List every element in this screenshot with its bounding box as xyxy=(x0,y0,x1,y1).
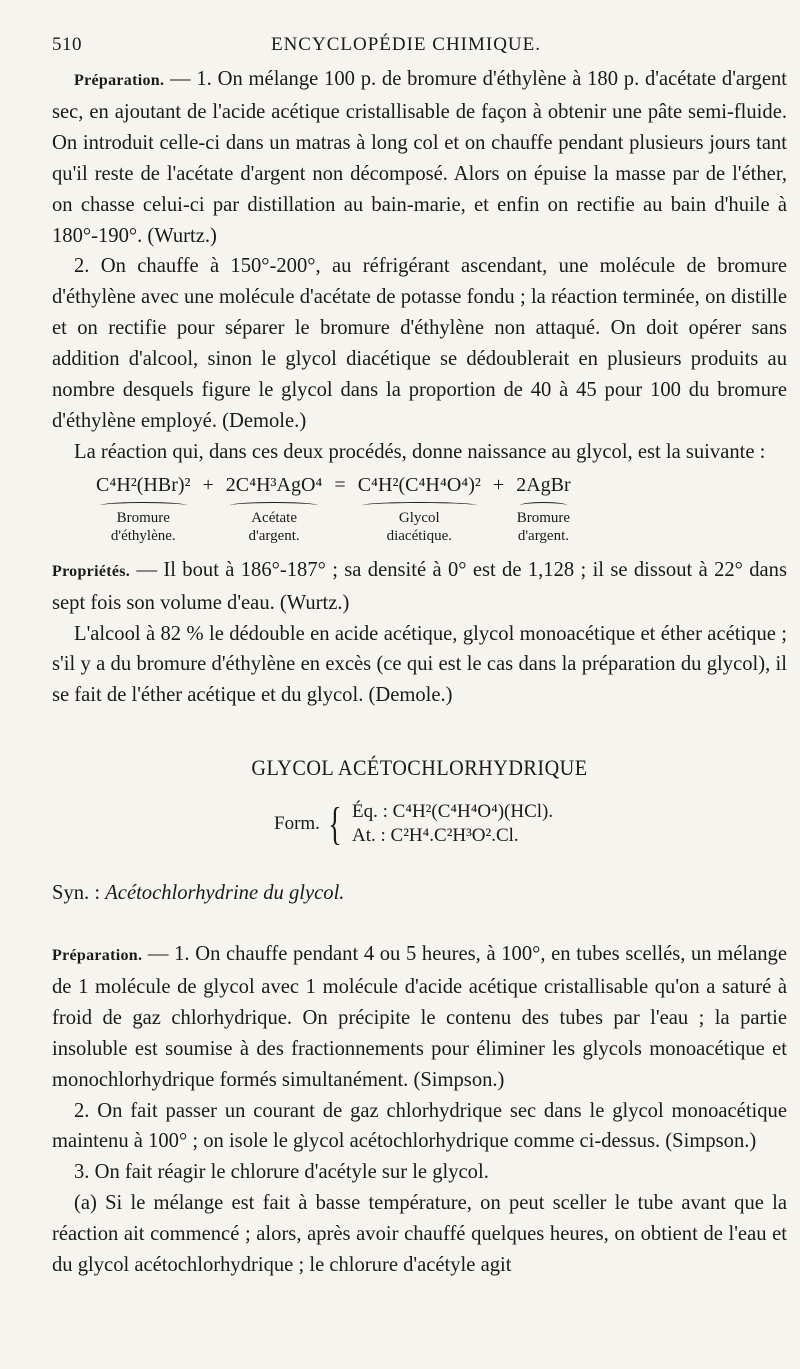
section-lead: Préparation. xyxy=(52,947,143,965)
formula-text: C⁴H²(C⁴H⁴O⁴)² xyxy=(357,473,481,496)
equation-term xyxy=(356,470,483,545)
equation-term xyxy=(94,470,193,545)
paragraph-preparation-2: 2. On chauffe à 150°-200°, au réfrigérant ascendant, une molécule de bromure d'éthylène avec une molécule d'acétate de potasse fondu ; la réaction terminée, on distille et on rectifie pour séparer le bromure d'éthylène non attaqué. On doit opérer sans addition d'alcool, sinon le glycol diacétique se dédoublerait en plusieurs produits au nombre desquels figure le glycol dans la proportion de 40 à 45 pour 100 du bromure d'éthylène employé. (Demole.) xyxy=(52,255,787,432)
paragraph-preparation-1 xyxy=(52,64,787,251)
paragraph-proprietes xyxy=(52,555,787,619)
formula-text: 2AgBr xyxy=(516,473,571,496)
paragraph-text: — 1. On chauffe pendant 4 ou 5 heures, à 100°, en tubes scellés, un mélange de 1 molécule de glycol avec 1 molécule d'acide acétique cristallisable qu'on a saturé à froid de gaz chlorhydrique. On précipite le contenu des tubes par l'eau ; la partie insoluble est soumise à des fractionnements pour éliminer les glycols monoacétique et monochlorhydrique formés simultanément. (Simpson.) xyxy=(52,943,787,1091)
term-caption: Acétate xyxy=(251,509,298,526)
underbrace xyxy=(520,502,566,509)
underbrace xyxy=(362,502,477,509)
formula-block xyxy=(274,800,787,848)
equation-term xyxy=(514,470,572,545)
paragraph-alcool: L'alcool à 82 % le dédouble en acide acétique, glycol monoacétique et éther acétique ; s'il y a du bromure d'éthylène en excès (ce qui est le cas dans la préparation du glycol), il se fait de l'éther acétique et du glycol. (Demole.) xyxy=(52,622,787,707)
formula-equivalent: Éq. : C⁴H²(C⁴H⁴O⁴)(HCl). xyxy=(352,801,554,823)
section-lead: Préparation. xyxy=(74,72,165,89)
operator: + xyxy=(492,473,505,496)
synonym-text: Acétochlorhydrine du glycol. xyxy=(105,882,345,905)
paragraph-preparation-b2: 2. On fait passer un courant de gaz chlorhydrique sec dans le glycol monoacétique maintenu à 100° ; on isole le glycol acétochlorhydrique comme ci-dessus. (Simpson.) xyxy=(52,1099,787,1153)
paragraph-preparation-b1 xyxy=(52,939,787,1096)
section-heading: GLYCOL ACÉTOCHLORHYDRIQUE xyxy=(251,755,588,781)
term-caption: Glycol xyxy=(398,509,440,526)
page-number: 510 xyxy=(52,34,82,55)
curly-brace: { xyxy=(328,798,342,850)
paragraph-preparation-b3: 3. On fait réagir le chlorure d'acétyle sur le glycol. xyxy=(74,1161,489,1184)
term-caption: d'éthylène. xyxy=(110,527,176,544)
formula-text: C⁴H²(HBr)² xyxy=(96,473,191,496)
paragraph-text: — Il bout à 186°-187° ; sa densité à 0° est de 1,128 ; il se dissout à 22° dans sept fois son volume d'eau. (Wurtz.) xyxy=(52,558,787,614)
running-title: ENCYCLOPÉDIE CHIMIQUE. xyxy=(270,34,542,55)
formula-text: 2C⁴H³AgO⁴ xyxy=(225,473,323,496)
term-caption: Bromure xyxy=(516,509,571,526)
synonym-label: Syn. : xyxy=(52,882,106,905)
operator: + xyxy=(202,473,214,496)
term-caption: diacétique. xyxy=(386,527,452,544)
reaction-equation xyxy=(94,470,787,545)
term-caption: d'argent. xyxy=(248,527,300,544)
operator: = xyxy=(334,473,346,496)
formula-lines xyxy=(352,800,553,848)
term-caption: Bromure xyxy=(116,509,170,526)
paragraph-preparation-b3a: (a) Si le mélange est fait à basse température, on peut sceller le tube avant que la réaction ait commencé ; alors, après avoir chauffé quelques heures, on obtient de l'eau et du glycol acétochlorhydrique ; le chlorure d'acétyle agit xyxy=(52,1192,787,1277)
underbrace xyxy=(230,502,319,509)
formula-atomic: At. : C²H⁴.C²H³O².Cl. xyxy=(352,825,519,847)
page-body xyxy=(52,64,787,1281)
paragraph-text: — 1. On mélange 100 p. de bromure d'éthylène à 180 p. d'acétate d'argent sec, en ajoutant de l'acide acétique cristallisable de façon à obtenir une pâte semi-fluide. On introduit celle-ci dans un matras à long col et on chauffe pendant plusieurs jours tant qu'il reste de l'acétate d'argent non décomposé. Alors on épuise la masse par de l'éther, on chasse celui-ci par distillation au bain-marie, et enfin on rectifie au bain d'huile à 180°-190°. (Wurtz.) xyxy=(52,68,787,247)
paragraph-reaction-intro: La réaction qui, dans ces deux procédés, donne naissance au glycol, est la suivante : xyxy=(74,440,766,463)
term-caption: d'argent. xyxy=(517,527,570,544)
section-lead: Propriétés. xyxy=(52,562,131,580)
equation-term xyxy=(224,470,325,545)
underbrace xyxy=(100,502,187,509)
running-header xyxy=(52,30,760,58)
formula-label: Form. xyxy=(274,812,320,834)
synonym-line xyxy=(52,878,787,909)
